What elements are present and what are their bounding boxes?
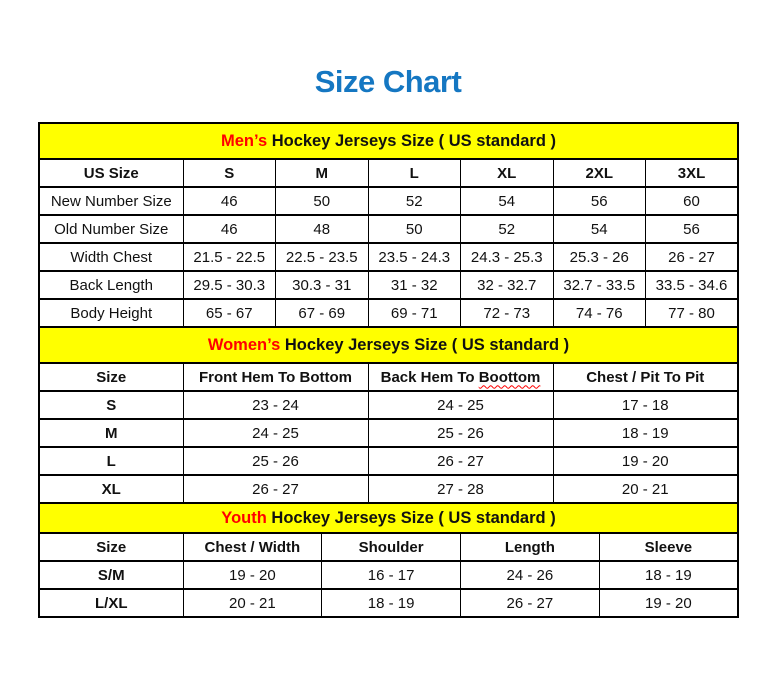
women-column-header-text: Back Hem To	[380, 368, 479, 386]
women-value-cell: 27 - 28	[368, 475, 553, 503]
youth-section-title-rest: Hockey Jerseys Size ( US standard )	[266, 508, 556, 527]
youth-data-row	[39, 589, 738, 617]
women-column-header: Size	[39, 363, 183, 391]
youth-value-cell: 16 - 17	[322, 561, 461, 589]
youth-column-header: Chest / Width	[183, 533, 322, 561]
youth-header-row	[39, 533, 738, 561]
men-row-label: New Number Size	[39, 187, 183, 215]
women-header-row	[39, 363, 738, 391]
men-data-row	[39, 299, 738, 327]
women-row-label: S	[39, 391, 183, 419]
women-value-cell: 25 - 26	[183, 447, 368, 475]
men-value-cell: 32 - 32.7	[461, 271, 554, 299]
men-column-header: M	[276, 159, 369, 187]
women-value-cell: 23 - 24	[183, 391, 368, 419]
men-value-cell: 52	[461, 215, 554, 243]
men-data-row	[39, 215, 738, 243]
men-value-cell: 77 - 80	[646, 299, 739, 327]
women-column-header	[368, 363, 553, 391]
youth-value-cell: 19 - 20	[599, 589, 738, 617]
men-value-cell: 50	[276, 187, 369, 215]
men-value-cell: 30.3 - 31	[276, 271, 369, 299]
men-value-cell: 69 - 71	[368, 299, 461, 327]
page-title: Size Chart	[314, 64, 462, 99]
men-value-cell: 32.7 - 33.5	[553, 271, 646, 299]
size-table	[38, 122, 739, 618]
women-value-cell: 18 - 19	[553, 419, 738, 447]
youth-section-title-highlight: Youth	[221, 508, 267, 527]
men-value-cell: 33.5 - 34.6	[646, 271, 739, 299]
men-row-label: Back Length	[39, 271, 183, 299]
youth-column-header: Length	[461, 533, 600, 561]
youth-value-cell: 24 - 26	[461, 561, 600, 589]
women-value-cell: 17 - 18	[553, 391, 738, 419]
men-value-cell: 56	[646, 215, 739, 243]
men-column-header: 3XL	[646, 159, 739, 187]
women-column-header: Chest / Pit To Pit	[553, 363, 738, 391]
men-value-cell: 54	[553, 215, 646, 243]
women-row-label: L	[39, 447, 183, 475]
women-data-row	[39, 447, 738, 475]
women-section-band-row	[39, 327, 738, 363]
men-value-cell: 50	[368, 215, 461, 243]
men-section-title-highlight: Men’s	[220, 131, 268, 150]
women-value-cell: 26 - 27	[368, 447, 553, 475]
men-value-cell: 67 - 69	[276, 299, 369, 327]
men-row-label: Body Height	[39, 299, 183, 327]
men-value-cell: 48	[276, 215, 369, 243]
men-value-cell: 52	[368, 187, 461, 215]
women-data-row	[39, 475, 738, 503]
men-header-row	[39, 159, 738, 187]
men-value-cell: 26 - 27	[646, 243, 739, 271]
men-column-header: US Size	[39, 159, 183, 187]
youth-column-header: Sleeve	[599, 533, 738, 561]
youth-value-cell: 18 - 19	[322, 589, 461, 617]
men-value-cell: 21.5 - 22.5	[183, 243, 276, 271]
men-value-cell: 25.3 - 26	[553, 243, 646, 271]
men-column-header: 2XL	[553, 159, 646, 187]
men-value-cell: 46	[183, 215, 276, 243]
women-section-title	[39, 327, 738, 363]
men-value-cell: 31 - 32	[368, 271, 461, 299]
women-value-cell: 20 - 21	[553, 475, 738, 503]
men-section-title-rest: Hockey Jerseys Size ( US standard )	[267, 131, 557, 150]
women-value-cell: 24 - 25	[368, 391, 553, 419]
men-value-cell: 24.3 - 25.3	[461, 243, 554, 271]
women-section-title-highlight: Women’s	[207, 335, 281, 354]
women-value-cell: 24 - 25	[183, 419, 368, 447]
youth-column-header: Shoulder	[322, 533, 461, 561]
women-data-row	[39, 391, 738, 419]
youth-row-label: S/M	[39, 561, 183, 589]
men-value-cell: 23.5 - 24.3	[368, 243, 461, 271]
size-chart-container	[38, 122, 739, 618]
women-column-header-misspelled-word: Boottom	[478, 368, 541, 386]
women-column-header: Front Hem To Bottom	[183, 363, 368, 391]
men-column-header: XL	[461, 159, 554, 187]
men-value-cell: 60	[646, 187, 739, 215]
size-table-body	[39, 123, 738, 617]
men-row-label: Width Chest	[39, 243, 183, 271]
youth-column-header: Size	[39, 533, 183, 561]
youth-value-cell: 26 - 27	[461, 589, 600, 617]
women-section-title-rest: Hockey Jerseys Size ( US standard )	[280, 335, 570, 354]
men-section-band-row	[39, 123, 738, 159]
men-value-cell: 46	[183, 187, 276, 215]
men-column-header: S	[183, 159, 276, 187]
women-data-row	[39, 419, 738, 447]
men-value-cell: 22.5 - 23.5	[276, 243, 369, 271]
youth-value-cell: 18 - 19	[599, 561, 738, 589]
men-data-row	[39, 243, 738, 271]
women-value-cell: 25 - 26	[368, 419, 553, 447]
men-value-cell: 74 - 76	[553, 299, 646, 327]
women-value-cell: 19 - 20	[553, 447, 738, 475]
men-value-cell: 65 - 67	[183, 299, 276, 327]
women-row-label: M	[39, 419, 183, 447]
men-section-title	[39, 123, 738, 159]
men-data-row	[39, 187, 738, 215]
youth-row-label: L/XL	[39, 589, 183, 617]
men-column-header: L	[368, 159, 461, 187]
men-row-label: Old Number Size	[39, 215, 183, 243]
men-value-cell: 29.5 - 30.3	[183, 271, 276, 299]
youth-value-cell: 19 - 20	[183, 561, 322, 589]
men-data-row	[39, 271, 738, 299]
men-value-cell: 54	[461, 187, 554, 215]
women-row-label: XL	[39, 475, 183, 503]
youth-section-title	[39, 503, 738, 533]
youth-value-cell: 20 - 21	[183, 589, 322, 617]
men-value-cell: 72 - 73	[461, 299, 554, 327]
youth-section-band-row	[39, 503, 738, 533]
youth-data-row	[39, 561, 738, 589]
men-value-cell: 56	[553, 187, 646, 215]
women-value-cell: 26 - 27	[183, 475, 368, 503]
